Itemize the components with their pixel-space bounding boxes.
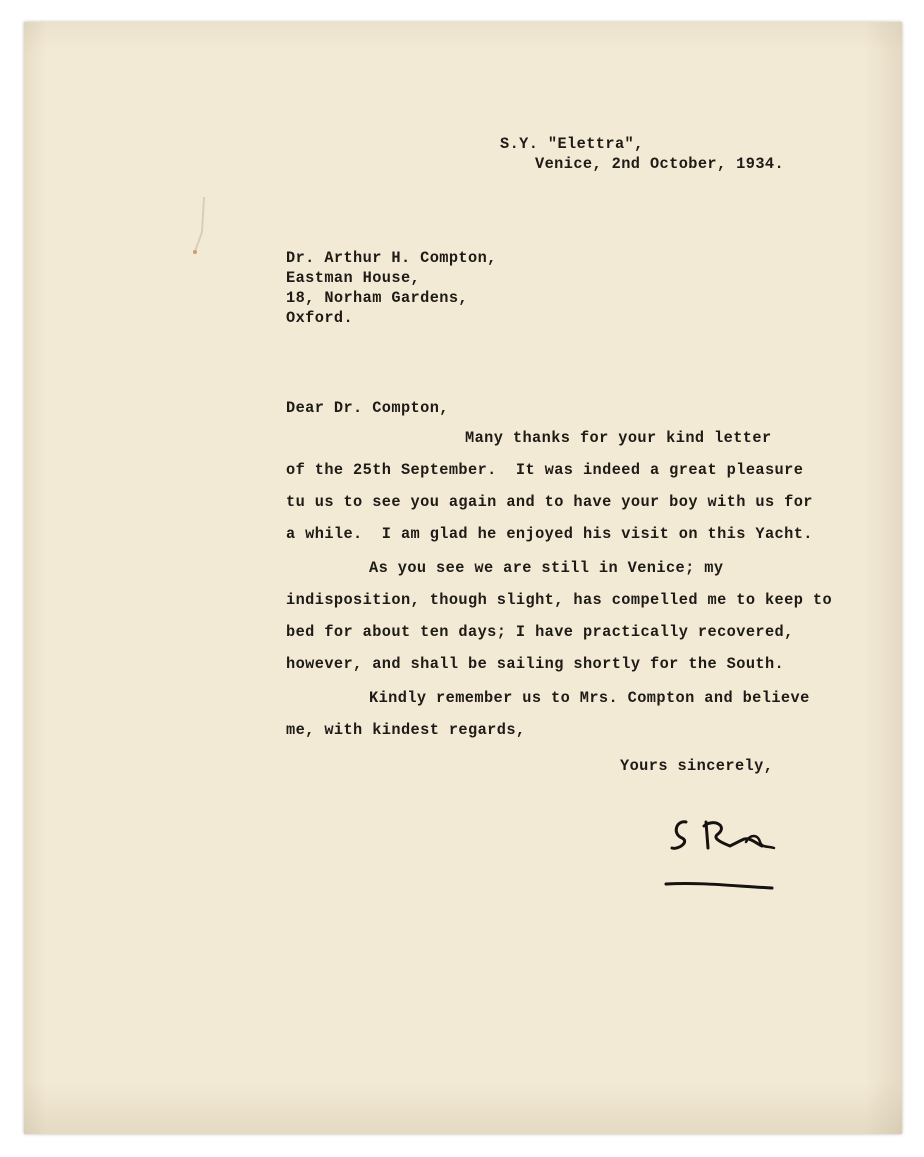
body-line: Many thanks for your kind letter xyxy=(465,429,772,447)
body-line: me, with kindest regards, xyxy=(286,721,526,739)
body-line: of the 25th September. It was indeed a great pleasure xyxy=(286,461,804,479)
recipient-address-line-4: Oxford. xyxy=(286,309,354,327)
recipient-address-line-3: 18, Norham Gardens, xyxy=(286,289,469,307)
body-line: As you see we are still in Venice; my xyxy=(369,559,724,577)
body-line: a while. I am glad he enjoyed his visit on this Yacht. xyxy=(286,525,813,543)
salutation: Dear Dr. Compton, xyxy=(286,399,449,417)
body-line: tu us to see you again and to have your boy with us for xyxy=(286,493,813,511)
letter-page xyxy=(24,22,902,1134)
body-line: indisposition, though slight, has compelled me to keep to xyxy=(286,591,833,609)
body-line: bed for about ten days; I have practically recovered, xyxy=(286,623,794,641)
paper-mark xyxy=(184,192,224,262)
recipient-address-line-2: Eastman House, xyxy=(286,269,421,287)
sender-address-line-1: S.Y. "Elettra", xyxy=(500,135,644,153)
body-line: however, and shall be sailing shortly for the South. xyxy=(286,655,785,673)
sender-address-line-2: Venice, 2nd October, 1934. xyxy=(535,155,785,173)
closing: Yours sincerely, xyxy=(620,757,774,775)
signature xyxy=(654,812,794,907)
body-line: Kindly remember us to Mrs. Compton and believe xyxy=(369,689,810,707)
recipient-address-line-1: Dr. Arthur H. Compton, xyxy=(286,249,497,267)
